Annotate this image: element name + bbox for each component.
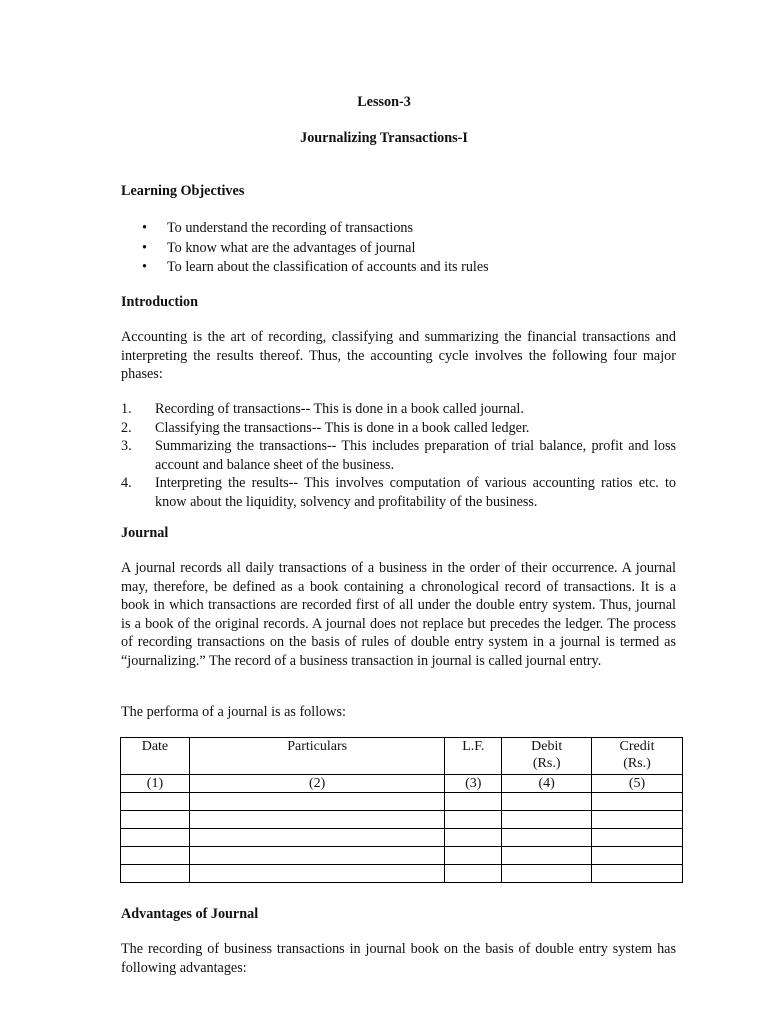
table-row bbox=[121, 847, 683, 865]
table-cell bbox=[189, 793, 444, 811]
objectives-heading: Learning Objectives bbox=[121, 183, 245, 199]
page-title: Journalizing Transactions-I bbox=[300, 130, 468, 146]
list-item bbox=[121, 400, 676, 419]
table-cell bbox=[445, 847, 502, 865]
objective-text: To understand the recording of transactions bbox=[167, 220, 414, 236]
table-row bbox=[121, 865, 683, 883]
table-cell: (5) bbox=[592, 775, 683, 793]
bullet-icon: • bbox=[142, 259, 147, 275]
phase-text: Summarizing the transactions-- This includes preparation of trial balance, profit and loss account and balance sheet of the business. bbox=[155, 438, 676, 473]
table-cell bbox=[121, 829, 190, 847]
table-cell bbox=[445, 829, 502, 847]
table-cell bbox=[502, 829, 592, 847]
advantages-paragraph: The recording of business transactions in journal book on the basis of double entry system has following advantages: bbox=[121, 941, 676, 976]
phase-text: Recording of transactions-- This is done in a book called journal. bbox=[155, 401, 524, 417]
table-cell: (2) bbox=[189, 775, 444, 793]
column-header-credit: Credit (Rs.) bbox=[592, 738, 683, 775]
table-cell: (3) bbox=[445, 775, 502, 793]
table-cell bbox=[445, 811, 502, 829]
phase-text: Interpreting the results-- This involves computation of various accounting ratios etc. to know about the liquidity, solvency and profitability of the business. bbox=[155, 475, 676, 510]
table-cell bbox=[445, 865, 502, 883]
column-header-particulars: Particulars bbox=[189, 738, 444, 775]
performa-text: The performa of a journal is as follows: bbox=[121, 704, 346, 720]
objective-text: To know what are the advantages of journal bbox=[167, 239, 416, 256]
bullet-icon: • bbox=[142, 220, 147, 236]
table-cell bbox=[502, 811, 592, 829]
objective-text: To learn about the classification of accounts and its rules bbox=[167, 259, 489, 275]
table-cell bbox=[502, 865, 592, 883]
list-number: 2. bbox=[121, 419, 132, 436]
table-cell: (1) bbox=[121, 775, 190, 793]
column-header-lf: L.F. bbox=[445, 738, 502, 775]
objectives-list bbox=[140, 219, 489, 278]
column-header-debit: Debit (Rs.) bbox=[502, 738, 592, 775]
lesson-label: Lesson-3 bbox=[357, 94, 411, 110]
list-number: 4. bbox=[121, 475, 132, 491]
table-cell bbox=[592, 829, 683, 847]
table-cell bbox=[121, 793, 190, 811]
table-cell bbox=[502, 847, 592, 865]
phases-list bbox=[121, 400, 676, 511]
table-cell bbox=[121, 847, 190, 865]
table-cell bbox=[189, 811, 444, 829]
table-header-row bbox=[121, 738, 683, 775]
advantages-heading: Advantages of Journal bbox=[121, 906, 259, 922]
table-row bbox=[121, 829, 683, 847]
table-cell bbox=[502, 793, 592, 811]
table-row bbox=[121, 793, 683, 811]
table-cell bbox=[592, 811, 683, 829]
table-cell bbox=[592, 865, 683, 883]
journal-heading: Journal bbox=[121, 525, 169, 541]
column-header-date: Date bbox=[121, 738, 190, 775]
list-item bbox=[121, 419, 676, 438]
list-item bbox=[140, 219, 489, 239]
introduction-paragraph: Accounting is the art of recording, classifying and summarizing the financial transactions and interpreting the results thereof. Thus, the accounting cycle involves the following four major phases: bbox=[121, 329, 676, 382]
table-cell: (4) bbox=[502, 775, 592, 793]
list-number: 3. bbox=[121, 438, 132, 454]
table-cell bbox=[121, 811, 190, 829]
list-item bbox=[140, 239, 489, 259]
table-cell bbox=[189, 847, 444, 865]
bullet-icon: • bbox=[142, 239, 147, 256]
table-cell bbox=[445, 793, 502, 811]
journal-paragraph: A journal records all daily transactions of a business in the order of their occurrence. A journal may, therefore, be defined as a book containing a chronological record of transactions. It is a book in which transactions are recorded first of all under the double entry system. Thus, journal is a book of the original records. A journal does not replace but precedes the ledger. The process of recording transactions on the basis of rules of double entry system in a journal is termed as “journalizing.” The record of a business transaction in journal is called journal entry. bbox=[121, 560, 676, 669]
list-item bbox=[140, 258, 489, 278]
table-cell bbox=[189, 829, 444, 847]
journal-table bbox=[120, 737, 683, 883]
table-cell bbox=[121, 865, 190, 883]
introduction-heading: Introduction bbox=[121, 294, 198, 310]
list-item bbox=[121, 437, 676, 474]
table-cell bbox=[592, 847, 683, 865]
table-number-row bbox=[121, 775, 683, 793]
list-item bbox=[121, 474, 676, 511]
table-row bbox=[121, 811, 683, 829]
phase-text: Classifying the transactions-- This is done in a book called ledger. bbox=[155, 419, 530, 436]
table-cell bbox=[189, 865, 444, 883]
list-number: 1. bbox=[121, 401, 132, 417]
table-cell bbox=[592, 793, 683, 811]
